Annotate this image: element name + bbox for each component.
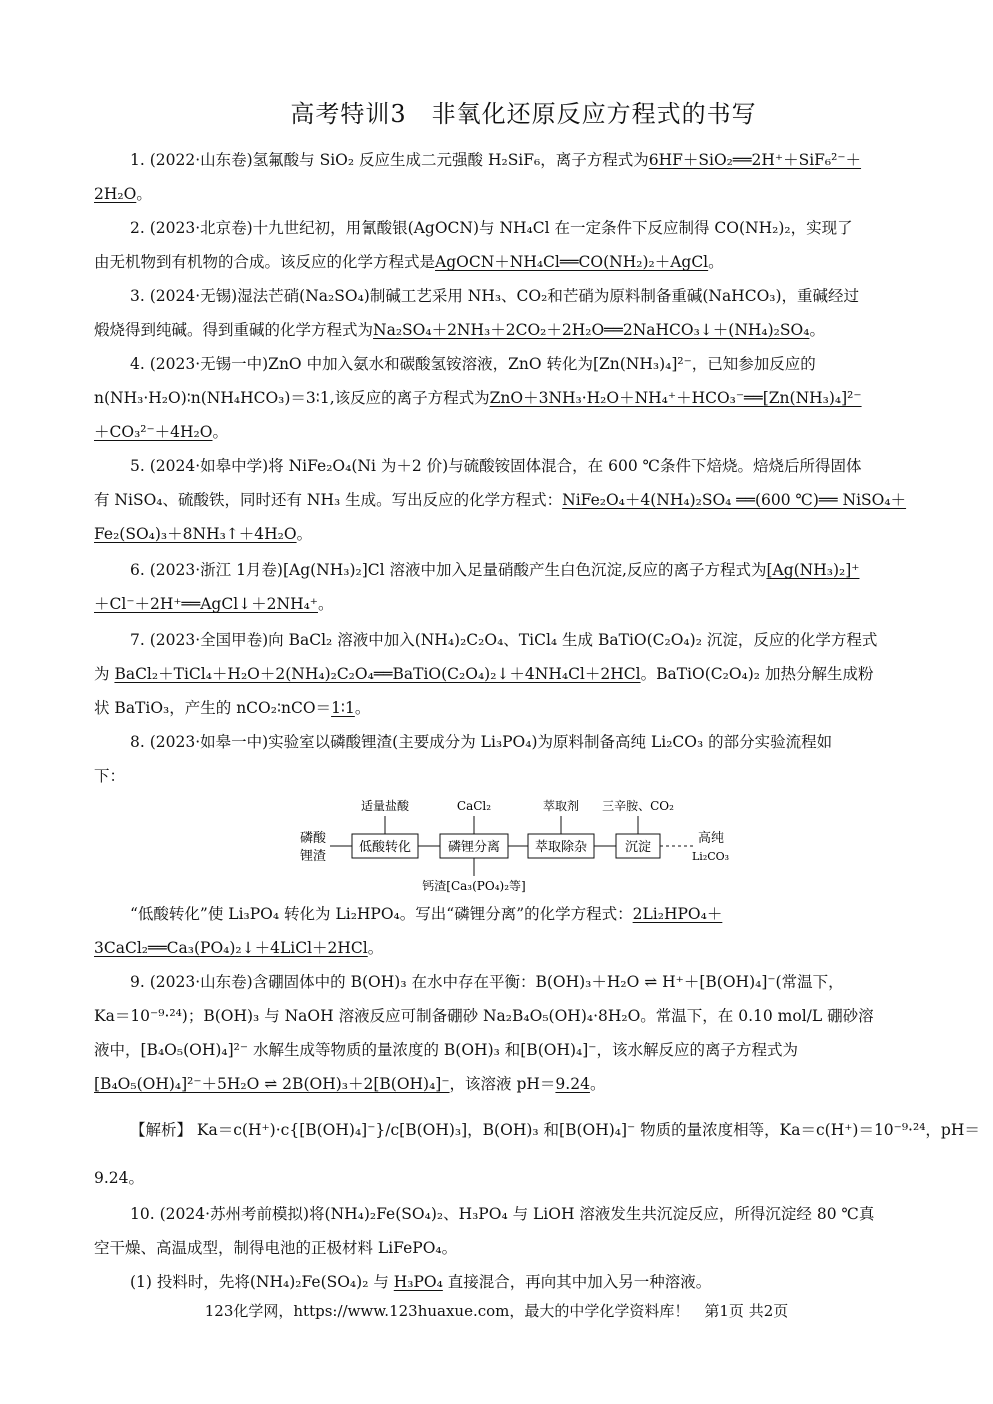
question-text: 7. (2023·全国甲卷)向 BaCl₂ 溶液中加入(NH₄)₂C₂O₄、TiCl₄ 生成 BaTiO(C₂O₄)₂ 沉淀，反应的化学方程式 — [130, 631, 878, 649]
question-text: 。 — [296, 525, 313, 543]
answer-text: AgOCN＋NH₄Cl══CO(NH₂)₂＋AgCl — [435, 253, 709, 271]
question-text: 。BaTiO(C₂O₄)₂ 加热分解生成粉 — [640, 665, 874, 683]
answer-text: 3CaCl₂══Ca₃(PO₄)₂↓＋4LiCl＋2HCl — [94, 939, 368, 957]
text-line — [94, 490, 906, 510]
text-line — [130, 1120, 980, 1140]
text-line — [130, 630, 877, 650]
answer-text: BaCl₂＋TiCl₄＋H₂O＋2(NH₄)₂C₂O₄══BaTiO(C₂O₄)₂↓＋4NH₄Cl＋2HCl — [114, 665, 641, 683]
question-text: 。 — [708, 253, 724, 271]
text-line — [94, 320, 825, 340]
text-line — [130, 904, 722, 924]
question-text: 。 — [212, 423, 228, 441]
answer-text: NiFe₂O₄＋4(NH₄)₂SO₄ ══(600 ℃)══ NiSO₄＋ — [562, 491, 907, 509]
text-line: [B₄O₅(OH)₄]²⁻＋5H₂O ⇌ 2B(OH)₃＋2[B(OH)₄]⁻，该溶液 pH＝9.24。 — [94, 1075, 606, 1093]
flow-step-label: 沉淀 — [624, 840, 652, 855]
text-line — [94, 1006, 874, 1026]
question-text: (1) 投料时，先将(NH₄)₂Fe(SO₄)₂ 与 — [130, 1273, 394, 1291]
text-line — [94, 1040, 798, 1060]
text-line — [130, 218, 853, 238]
text-line — [94, 1168, 144, 1188]
page-footer: 123化学网，https://www.123huaxue.com，最大的中学化学资料库！ 第1页 共2页 — [204, 1302, 789, 1320]
question-text: 。 — [317, 595, 334, 613]
flow-start-label: 磷酸 — [300, 831, 327, 846]
flow-input-label: CaCl₂ — [456, 799, 492, 813]
answer-text: 2Li₂HPO₄＋ — [632, 905, 723, 923]
question-text: 有 NiSO₄、硫酸铁，同时还有 NH₃ 生成。写出反应的化学方程式： — [94, 491, 563, 509]
text-line — [130, 972, 844, 992]
text-line — [94, 698, 370, 718]
flow-step-label: 低酸转化 — [358, 840, 412, 855]
answer-text: Fe₂(SO₄)₃＋8NH₃↑＋4H₂O — [94, 525, 297, 543]
text-line — [94, 766, 125, 786]
question-text: 8. (2023·如皋一中)实验室以磷酸锂渣(主要成分为 Li₃PO₄)为原料制备高纯 Li₂CO₃ 的部分实验流程如 — [130, 733, 833, 751]
answer-text: ＋Cl⁻＋2H⁺══AgCl↓＋2NH₄⁺ — [94, 595, 318, 613]
question-text: 2. (2023·北京卷)十九世纪初，用氰酸银(AgOCN)与 NH₄Cl 在一定条件下反应制得 CO(NH₂)₂，实现了 — [130, 219, 853, 237]
question-text: 直接混合，再向其中加入另一种溶液。 — [442, 1273, 712, 1291]
text-line — [130, 1204, 874, 1224]
answer-text: H₃PO₄ — [393, 1273, 443, 1291]
answer-text: ＋CO₃²⁻＋4H₂O — [94, 423, 213, 441]
flow-step-label: 磷锂分离 — [447, 840, 501, 855]
page-title: 高考特训3 非氧化还原反应方程式的书写 — [290, 100, 757, 128]
question-text: 6. (2023·浙江 1月卷)[Ag(NH₃)₂]Cl 溶液中加入足量硝酸产生白色沉淀,反应的离子方程式为 — [130, 561, 767, 579]
question-text: 3. (2024·无锡)湿法芒硝(Na₂SO₄)制碱工艺采用 NH₃、CO₂和芒硝为原料制备重碱(NaHCO₃)，重碱经过 — [130, 287, 860, 305]
text-line — [94, 388, 862, 408]
flow-input-label: 适量盐酸 — [360, 799, 410, 813]
question-text: 液中，[B₄O₅(OH)₄]²⁻ 水解生成等物质的量浓度的 B(OH)₃ 和[B(OH)₄]⁻，该水解反应的离子方程式为 — [94, 1041, 798, 1059]
question-text: 5. (2024·如皋中学)将 NiFe₂O₄(Ni 为＋2 价)与硫酸铵固体混合，在 600 ℃条件下焙烧。焙烧后所得固体 — [130, 457, 862, 475]
flow-product-label: 高纯 — [698, 831, 725, 846]
question-text: 。 — [354, 699, 371, 717]
question-text: 。 — [136, 185, 152, 203]
question-text: n(NH₃·H₂O)∶n(NH₄HCO₃)＝3∶1,该反应的离子方程式为 — [94, 389, 490, 407]
flow-start-label: 锂渣 — [300, 849, 327, 864]
flow-input-label: 萃取剂 — [542, 799, 580, 813]
question-text: 状 BaTiO₃，产生的 nCO₂∶nCO＝ — [94, 699, 332, 717]
question-text: “低酸转化”使 Li₃PO₄ 转化为 Li₂HPO₄。写出“磷锂分离”的化学方程式： — [130, 905, 633, 923]
text-line — [94, 664, 873, 684]
text-line — [94, 594, 334, 614]
text-line — [130, 286, 859, 306]
text-line — [130, 732, 832, 752]
question-text: 9. (2023·山东卷)含硼固体中的 B(OH)₃ 在水中存在平衡：B(OH)₃＋H₂O ⇌ H⁺＋[B(OH)₄]⁻(常温下， — [130, 973, 844, 991]
question-text: 下： — [94, 767, 126, 785]
text-line — [94, 422, 228, 442]
question-text: 为 — [94, 665, 115, 683]
text-line — [94, 1238, 457, 1258]
flow-input-label: 三辛胺、CO₂ — [602, 799, 674, 813]
question-text: 9.24。 — [94, 1169, 145, 1187]
answer-text: 1∶1 — [331, 699, 355, 717]
answer-text: [Ag(NH₃)₂]⁺ — [766, 561, 860, 579]
question-text: ，该溶液 pH＝ — [449, 1075, 556, 1093]
question-text: 4. (2023·无锡一中)ZnO 中加入氨水和碳酸氢铵溶液，ZnO 转化为[Zn(NH₃)₄]²⁻，已知参加反应的 — [130, 355, 816, 373]
answer-text: Na₂SO₄＋2NH₃＋2CO₂＋2H₂O══2NaHCO₃↓＋(NH₄)₂SO₄ — [373, 321, 810, 339]
question-text: 。 — [367, 939, 384, 957]
text-line — [94, 252, 724, 272]
text-line — [130, 1272, 711, 1292]
question-text: 空干燥、高温成型，制得电池的正极材料 LiFePO₄。 — [94, 1239, 458, 1257]
answer-text: 2H₂O — [94, 185, 137, 203]
text-line — [94, 184, 152, 204]
flow-step-label: 萃取除杂 — [534, 840, 588, 855]
question-text: 煅烧得到纯碱。得到重碱的化学方程式为 — [94, 321, 374, 339]
text-line — [130, 560, 859, 580]
flow-byproduct-label: 钙渣[Ca₃(PO₄)₂等] — [422, 879, 526, 893]
question-text: 。 — [809, 321, 825, 339]
ph-answer: 9.24 — [555, 1075, 590, 1093]
text-line — [94, 524, 312, 544]
question-text: 10. (2024·苏州考前模拟)将(NH₄)₂Fe(SO₄)₂、H₃PO₄ 与 LiOH 溶液发生共沉淀反应，所得沉淀经 80 ℃真 — [130, 1205, 875, 1223]
answer-text: ZnO＋3NH₃·H₂O＋NH₄⁺＋HCO₃⁻══[Zn(NH₃)₄]²⁻ — [489, 389, 862, 407]
answer-text: 6HF＋SiO₂══2H⁺＋SiF₆²⁻＋ — [648, 151, 862, 169]
text-line — [94, 938, 383, 958]
text-line — [130, 150, 861, 170]
question-text: 由无机物到有机物的合成。该反应的化学方程式是 — [94, 253, 436, 271]
question-text: 【解析】 Ka＝c(H⁺)·c{[B(OH)₄]⁻}/c[B(OH)₃]，B(OH)₃ 和[B(OH)₄]⁻ 物质的量浓度相等，Ka＝c(H⁺)＝10⁻⁹·²⁴，pH＝ — [130, 1121, 980, 1139]
text-line — [130, 456, 861, 476]
flow-product-label: Li₂CO₃ — [692, 850, 730, 863]
question-text: Ka＝10⁻⁹·²⁴)；B(OH)₃ 与 NaOH 溶液反应可制备硼砂 Na₂B₄O₅(OH)₄·8H₂O。常温下，在 0.10 mol/L 硼砂溶 — [94, 1007, 874, 1025]
text-line — [130, 354, 816, 374]
question-text: 1. (2022·山东卷)氢氟酸与 SiO₂ 反应生成二元强酸 H₂SiF₆，离子方程式为 — [130, 151, 649, 169]
answer-text: [B₄O₅(OH)₄]²⁻＋5H₂O ⇌ 2B(OH)₃＋2[B(OH)₄]⁻ — [94, 1075, 450, 1093]
process-flow-diagram — [296, 796, 736, 896]
